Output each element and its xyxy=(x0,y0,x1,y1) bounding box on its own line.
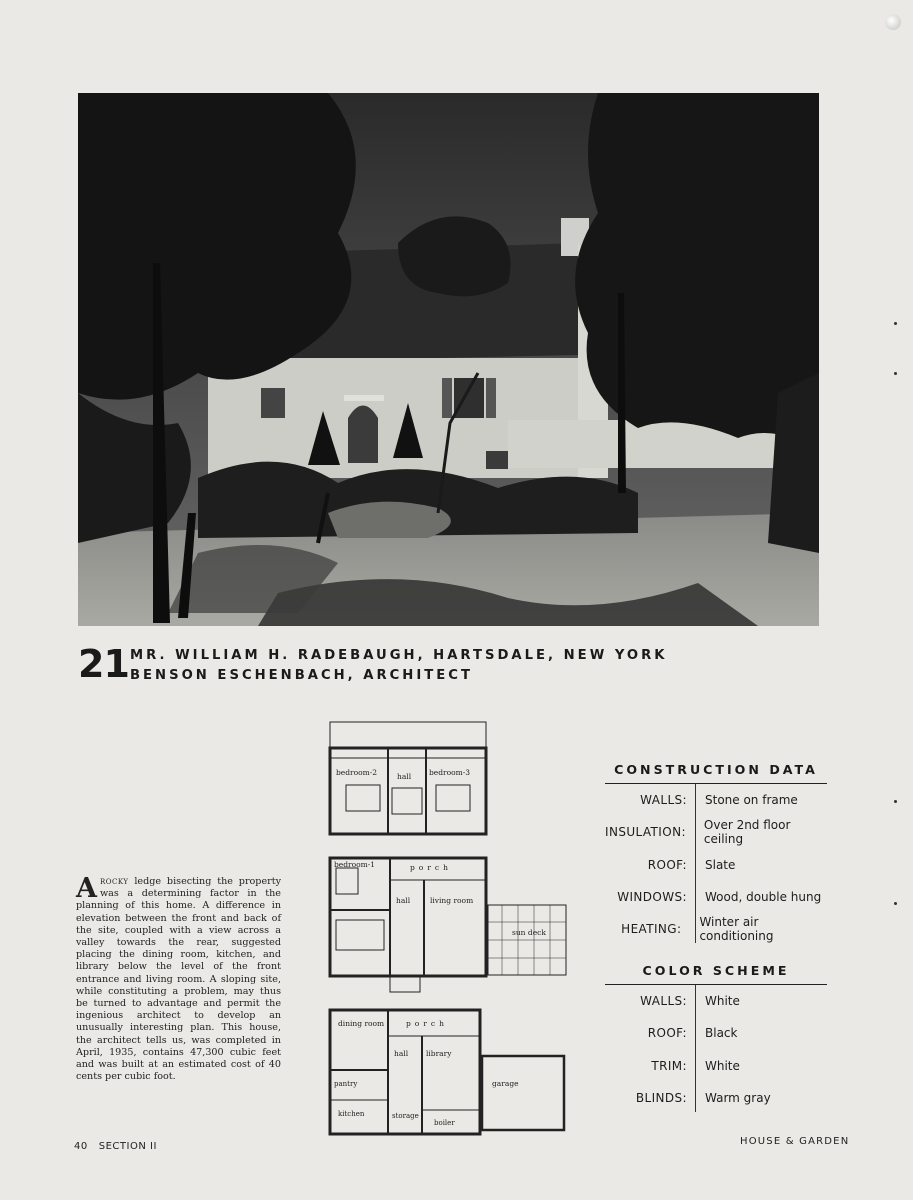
data-value: White xyxy=(705,1058,740,1073)
construction-data-title: CONSTRUCTION DATA xyxy=(605,762,827,784)
page-mark xyxy=(894,800,897,803)
data-value: Stone on frame xyxy=(705,793,798,808)
data-label: HEATING: xyxy=(621,922,682,937)
plan-label: boiler xyxy=(434,1119,455,1127)
plan-label: hall xyxy=(394,1049,409,1058)
plan-label: bedroom-1 xyxy=(334,860,376,869)
data-label: WINDOWS: xyxy=(617,890,687,905)
color-scheme-rows xyxy=(605,985,827,1114)
page-mark xyxy=(894,902,897,905)
plan-label: garage xyxy=(492,1079,519,1088)
color-scheme-title: COLOR SCHEME xyxy=(605,963,827,985)
plan-label: hall xyxy=(396,896,411,905)
house-photograph xyxy=(78,93,819,626)
data-row-windows xyxy=(605,881,827,913)
plan-label: dining room xyxy=(338,1019,385,1028)
plan-label: bedroom-3 xyxy=(429,768,471,777)
page-folio: 40 SECTION II xyxy=(74,1141,157,1152)
drop-cap: A xyxy=(76,873,97,904)
data-label: TRIM: xyxy=(651,1058,687,1073)
plan-label: library xyxy=(426,1049,452,1058)
data-label: ROOF: xyxy=(647,1026,687,1041)
data-label: BLINDS: xyxy=(635,1091,687,1106)
data-value: White xyxy=(705,994,740,1009)
article-number: 21 xyxy=(78,642,129,686)
floor-plans xyxy=(326,720,572,1140)
data-row-heating xyxy=(605,913,827,945)
lower-floor-plan xyxy=(330,1010,564,1134)
data-row-trim xyxy=(605,1050,827,1082)
data-row-blinds xyxy=(605,1082,827,1114)
construction-rows xyxy=(605,784,827,945)
data-row-roof xyxy=(605,849,827,881)
plan-label: sun deck xyxy=(512,928,546,937)
architect-credit: BENSON ESCHENBACH, ARCHITECT xyxy=(130,668,473,683)
owner-location: MR. WILLIAM H. RADEBAUGH, HARTSDALE, NEW YORK xyxy=(130,648,668,663)
data-row-insulation xyxy=(605,816,827,848)
publication-name: HOUSE & GARDEN xyxy=(740,1136,850,1147)
punch-hole xyxy=(885,14,901,30)
article-body xyxy=(76,873,281,1083)
color-scheme xyxy=(605,963,827,1114)
main-floor-plan xyxy=(330,858,566,992)
data-label: INSULATION: xyxy=(605,825,686,840)
data-label: WALLS: xyxy=(640,793,687,808)
page-mark xyxy=(894,322,897,325)
page-mark xyxy=(894,372,897,375)
plan-label: hall xyxy=(397,772,412,781)
body-paragraph: ledge bisecting the property was a determining factor in the planning of this home. A difference in elevation between the front and back of the site, coupled with a view across a valley towards the rear, suggested placing the dining room, kitchen, and library below the level of the front entrance and living room. A sloping site, while constituting a problem, may thus be turned to advantage and permit the ingenious architect to develop an unusually interesting plan. This house, the architect tells us, was completed in April, 1935, contains 47,300 cubic feet and was built at an estimated cost of 40 cents per cubic foot. xyxy=(76,876,281,1083)
data-value: Slate xyxy=(705,857,736,872)
data-value: Winter air conditioning xyxy=(699,915,774,944)
data-label: ROOF: xyxy=(647,857,687,872)
plan-label: living room xyxy=(430,896,474,905)
plan-label: porch xyxy=(406,1019,448,1028)
lead-word: rocky xyxy=(99,876,129,887)
data-value: Warm gray xyxy=(705,1091,771,1106)
data-row-roof xyxy=(605,1017,827,1049)
data-value: Black xyxy=(705,1026,738,1041)
construction-data xyxy=(605,762,827,945)
plan-label: porch xyxy=(410,863,452,872)
data-value: Wood, double hung xyxy=(705,890,822,905)
data-label: WALLS: xyxy=(640,994,687,1009)
plan-label: kitchen xyxy=(338,1110,365,1118)
article-heading xyxy=(130,646,668,686)
data-value: Over 2nd floor ceiling xyxy=(703,818,791,847)
plan-label: bedroom-2 xyxy=(336,768,378,777)
plan-label: storage xyxy=(392,1112,419,1120)
data-row-walls xyxy=(605,784,827,816)
data-row-walls xyxy=(605,985,827,1017)
plan-label: pantry xyxy=(334,1080,358,1088)
